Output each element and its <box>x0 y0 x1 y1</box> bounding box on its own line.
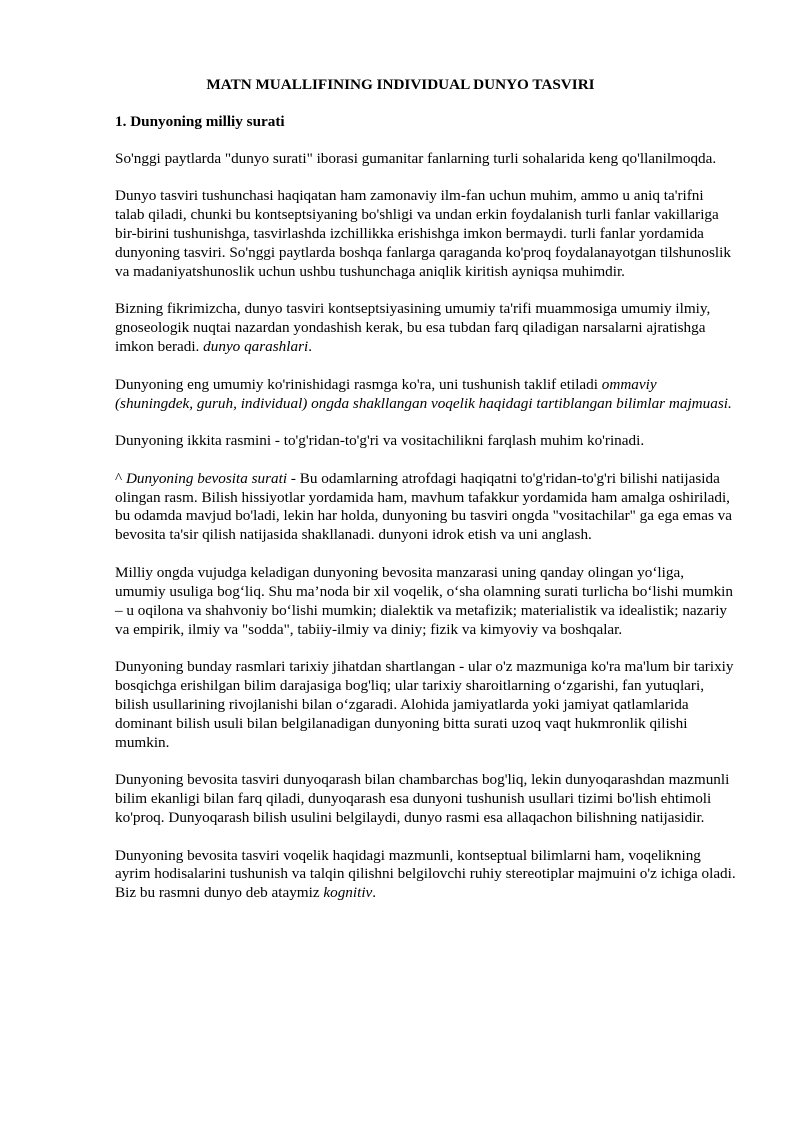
paragraph-3 <box>115 300 736 357</box>
paragraph-6 <box>115 470 736 546</box>
paragraph-9: Dunyoning bevosita tasviri dunyoqarash bilan chambarchas bog'liq, lekin dunyoqarashdan mazmunli bilim ekanligi bilan farq qiladi, dunyoqarash esa dunyoni tushunish usullari tizimi bo'lish ehtimoli ko'proq. Dunyoqarash bilish usulini belgilaydi, dunyo rasmi esa allaqachon bilishning natijasidir. <box>115 771 730 827</box>
paragraph-10 <box>115 847 736 904</box>
paragraph-4 <box>115 376 736 414</box>
paragraph-3-end: . <box>308 338 313 356</box>
paragraph-3-emphasis: dunyo qarashlari <box>203 338 309 356</box>
paragraph-6-emphasis: Dunyoning bevosita surati <box>125 469 288 487</box>
paragraph-1: So'nggi paytlarda "dunyo surati" iborasi gumanitar fanlarning turli sohalarida keng qo'llanilmoqda. <box>115 149 717 167</box>
section-heading: 1. Dunyoning milliy surati <box>115 112 285 130</box>
paragraph-6-text: - Bu odamlarning atrofdagi haqiqatni to'g'ridan-to'g'ri bilishi natijasida olingan rasm. Bilish hissiyotlar yordamida ham, mavhum tafakkur yordamida ham amalga oshiriladi, bu odamda mavjud bo'ladi, lekin har holda, dunyoning bu tasviri ongda "vositachilar" ga ega emas va bevosita ta'sir qilish natijasida shakllanadi. dunyoni idrok etish va uni anglash. <box>115 469 732 544</box>
paragraph-5: Dunyoning ikkita rasmini - to'g'ridan-to'g'ri va vositachilikni farqlash muhim ko'rinadi. <box>115 432 645 450</box>
paragraph-10-text: Dunyoning bevosita tasviri voqelik haqidagi mazmunli, kontseptual bilimlarni ham, voqelikning ayrim hodisalarini tushunish va talqin qilishni belgilovchi ruhiy stereotiplar majmuini o'z ichiga oladi. Biz bu rasmni dunyo deb ataymiz <box>115 846 736 902</box>
paragraph-2: Dunyo tasviri tushunchasi haqiqatan ham zamonaviy ilm-fan uchun muhim, ammo u aniq ta'rifni talab qiladi, chunki bu kontseptsiyaning bo'shligi va undan erkin foydalanish turli fanlar vakillariga bir-birini tushunishga, tasvirlashda izchillikka erishishga imkon bermaydi. turli fanlar yordamida dunyoning tasviri. So'nggi paytlarda boshqa fanlarga qaraganda ko'proq foydalanayotgan tilshunoslik va madaniyatshunoslik uchun ushbu tushunchaga aniqlik kiritish ayniqsa muhimdir. <box>115 187 731 280</box>
document-title: MATN MUALLIFINING INDIVIDUAL DUNYO TASVIRI <box>206 76 595 93</box>
paragraph-8: Dunyoning bunday rasmlari tarixiy jihatdan shartlangan - ular o'z mazmuniga ko'ra ma'lum bir tarixiy bosqichga erishilgan bilim darajasiga bog'liq; ular tarixiy sharoitlarning o‘zgarishi, fan yutuqlari, bilish usullarining rivojlanishi bilan o‘zgaradi. Alohida jamiyatlarda yoki jamiyat qatlamlarida dominant bilish usuli bilan belgilanadigan dunyoning bitta surati uzoq vaqt hukmronlik qilishi mumkin. <box>115 658 734 751</box>
paragraph-4-text: Dunyoning eng umumiy ko'rinishidagi rasmga ko'ra, uni tushunish taklif etiladi <box>115 375 602 393</box>
paragraph-10-emphasis: kognitiv <box>323 884 373 902</box>
paragraph-6-prefix: ^ <box>115 469 126 487</box>
paragraph-3-text: Bizning fikrimizcha, dunyo tasviri kontseptsiyasining umumiy ta'rifi muammosiga umumiy ilmiy, gnoseologik nuqtai nazardan yondashish kerak, bu esa tubdan farq qiladigan narsalarni ajratishga imkon beradi. <box>115 300 711 356</box>
paragraph-4-emphasis: ommaviy (shuningdek, guruh, individual) ongda shakllangan voqelik haqidagi tartiblangan bilimlar majmuasi. <box>115 375 732 412</box>
paragraph-7: Milliy ongda vujudga keladigan dunyoning bevosita manzarasi uning qanday olingan yo‘liga, umumiy usuliga bog‘liq. Shu ma’noda bir xil voqelik, o‘sha olamning surati turlicha bo‘lishi mumkin – u oqilona va shahvoniy bo‘lishi mumkin; dialektik va metafizik; materialistik va idealistik; nazariy va empirik, ilmiy va "sodda", tabiiy-ilmiy va diniy; fizik va kimyoviy va boshqalar. <box>115 563 733 638</box>
paragraph-10-end: . <box>372 884 377 902</box>
